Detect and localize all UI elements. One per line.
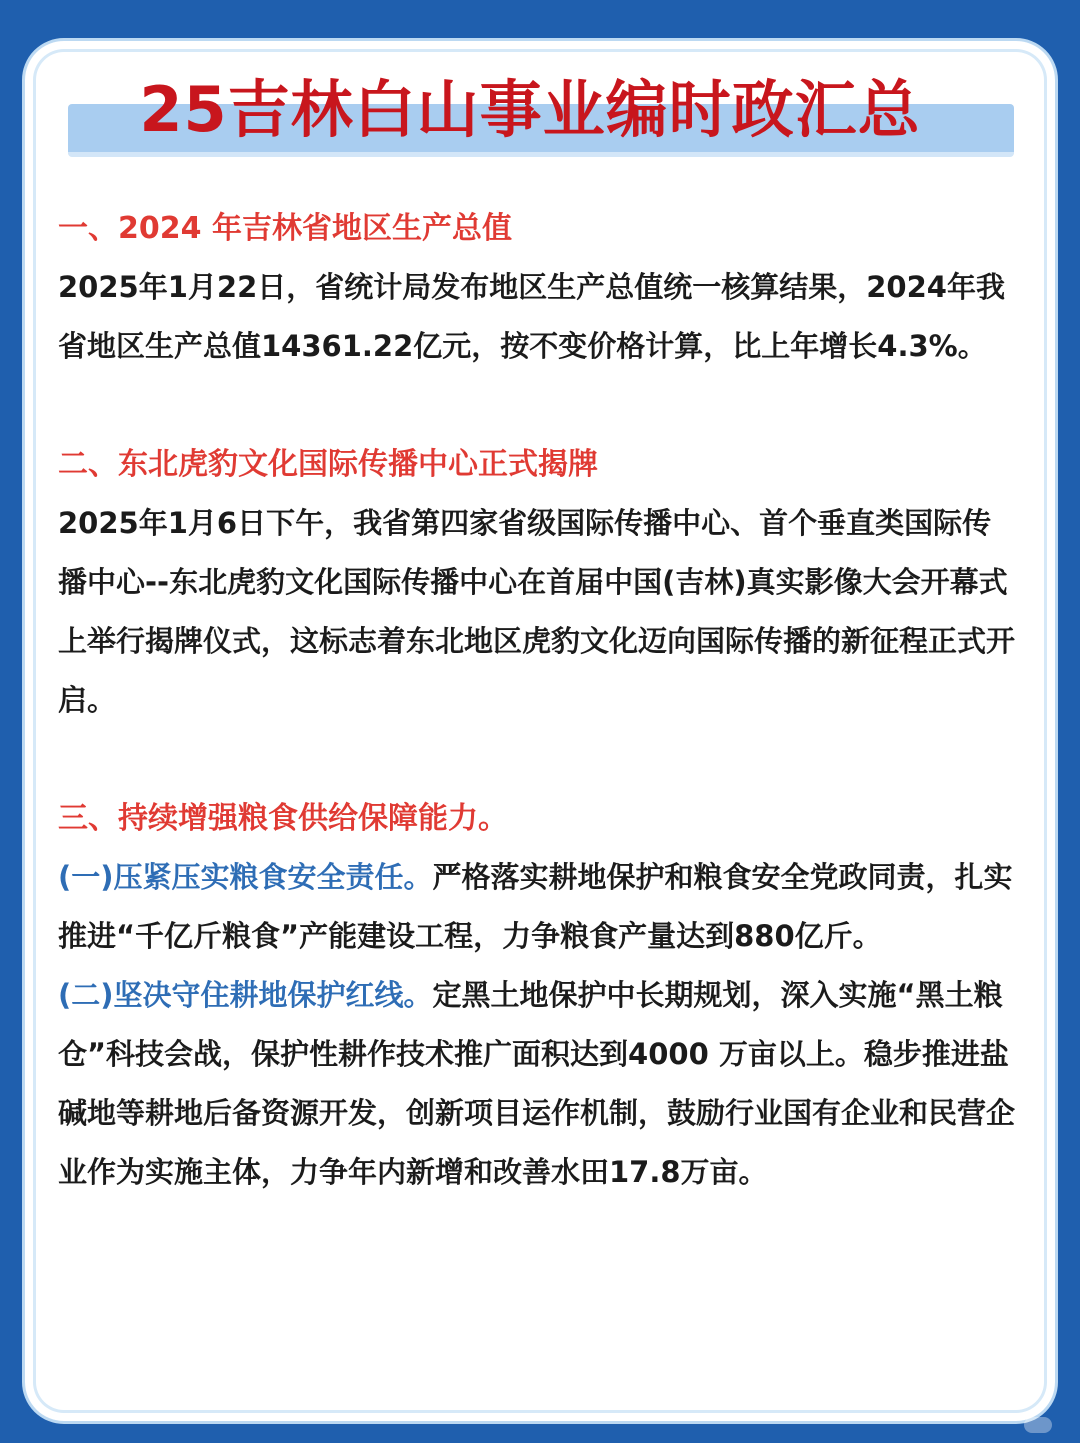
subsection-label: (一)压紧压实粮食安全责任。 <box>58 860 433 894</box>
section-heading: 二、东北虎豹文化国际传播中心正式揭牌 <box>58 447 598 482</box>
list-item <box>58 848 1018 966</box>
section-tiger-leopard <box>58 436 1018 730</box>
section-grain-supply <box>58 790 1018 1202</box>
title-banner <box>46 66 1014 162</box>
subsection-label: (二)坚决守住耕地保护红线。 <box>58 978 433 1012</box>
section-heading: 一、2024 年吉林省地区生产总值 <box>58 211 512 246</box>
subsection-text: 定黑土地保护中长期规划，深入实施“黑土粮仓”科技会战，保护性耕作技术推广面积达到4000 万亩以上。稳步推进盐碱地等耕地后备资源开发，创新项目运作机制，鼓励行业国有企业和民营企业作为实施主体，力争年内新增和改善水田17.8万亩。 <box>58 978 1016 1189</box>
section-paragraph: 2025年1月22日，省统计局发布地区生产总值统一核算结果，2024年我省地区生产总值14361.22亿元，按不变价格计算，比上年增长4.3%。 <box>58 270 1005 363</box>
page-title: 25吉林白山事业编时政汇总 <box>139 73 921 146</box>
article-body <box>58 200 1018 1202</box>
list-item <box>58 966 1018 1202</box>
section-heading: 三、持续增强粮食供给保障能力。 <box>58 801 508 836</box>
watermark-logo <box>1024 1417 1052 1433</box>
subsection-text: 严格落实耕地保护和粮食安全党政同责，扎实推进“千亿斤粮食”产能建设工程，力争粮食产量达到880亿斤。 <box>58 860 1013 953</box>
section-gdp <box>58 200 1018 376</box>
section-paragraph: 2025年1月6日下午，我省第四家省级国际传播中心、首个垂直类国际传播中心--东北虎豹文化国际传播中心在首届中国(吉林)真实影像大会开幕式上举行揭牌仪式，这标志着东北地区虎豹文化迈向国际传播的新征程正式开启。 <box>58 506 1016 717</box>
